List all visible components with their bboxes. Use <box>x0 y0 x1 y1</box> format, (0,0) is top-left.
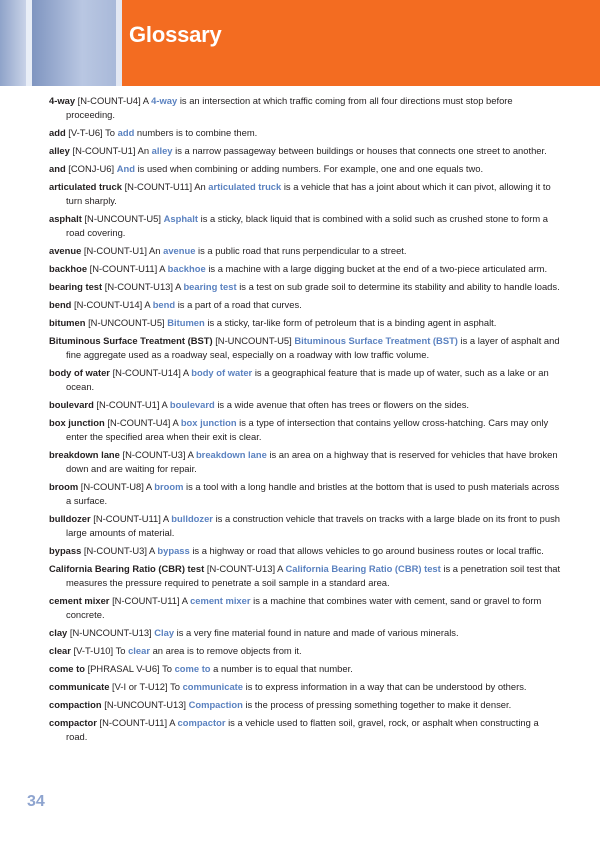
highlighted-term: breakdown lane <box>195 449 267 460</box>
part-of-speech: [N-COUNT-U14] <box>74 299 143 310</box>
glossary-entry <box>49 698 561 712</box>
definition-text: is a tool with a long handle and bristles at the bottom that is used to push materials across a surface. <box>66 481 560 506</box>
glossary-term: bitumen <box>49 317 86 328</box>
definition-text: is a public road that runs perpendicular to a street. <box>198 245 407 256</box>
glossary-entry <box>49 662 561 676</box>
glossary-term: compactor <box>49 717 97 728</box>
glossary-term: bend <box>49 299 72 310</box>
highlighted-term: avenue <box>163 245 196 256</box>
definition-text: is a wide avenue that often has trees or flowers on the sides. <box>217 399 470 410</box>
definition-lead: A <box>161 399 168 410</box>
glossary-entry <box>49 680 561 694</box>
highlighted-term: bend <box>152 299 176 310</box>
header-decoration-panel <box>32 0 116 86</box>
highlighted-term: Clay <box>154 627 175 638</box>
part-of-speech: [N-UNCOUNT-U13] <box>69 627 152 638</box>
part-of-speech: [N-COUNT-U1] <box>96 399 160 410</box>
glossary-term: broom <box>49 481 79 492</box>
highlighted-term: Compaction <box>188 699 243 710</box>
glossary-term: 4-way <box>49 95 76 106</box>
definition-lead: A <box>182 367 189 378</box>
definition-lead: An <box>137 145 150 156</box>
glossary-entry <box>49 244 561 258</box>
highlighted-term: body of water <box>191 367 253 378</box>
highlighted-term: Asphalt <box>163 213 198 224</box>
glossary-entry <box>49 416 561 444</box>
highlighted-term: 4-way <box>151 95 178 106</box>
glossary-entry <box>49 512 561 540</box>
glossary-term: bearing test <box>49 281 103 292</box>
definition-text: is a vehicle that has a joint about which it can pivot, allowing it to turn sharply. <box>66 181 551 206</box>
definition-text: is the process of pressing something together to make it denser. <box>245 699 512 710</box>
glossary-term: clay <box>49 627 68 638</box>
definition-lead: A <box>181 595 188 606</box>
part-of-speech: [CONJ-U6] <box>68 163 115 174</box>
glossary-entry <box>49 544 561 558</box>
glossary-term: clear <box>49 645 71 656</box>
definition-text: is a penetration soil test that measures the pressure required to penetrate a soil sample in a standard area. <box>66 563 561 588</box>
part-of-speech: [N-COUNT-U14] <box>112 367 181 378</box>
definition-text: is an intersection at which traffic coming from all four directions must stop before proceeding. <box>66 95 513 120</box>
highlighted-term: bearing test <box>183 281 237 292</box>
glossary-term: Bituminous Surface Treatment (BST) <box>49 335 213 346</box>
part-of-speech: [V-T-U10] <box>73 645 114 656</box>
part-of-speech: [N-UNCOUNT-U13] <box>104 699 187 710</box>
highlighted-term: Bitumen <box>167 317 205 328</box>
glossary-term: body of water <box>49 367 110 378</box>
part-of-speech: [N-COUNT-U1] <box>72 145 136 156</box>
glossary-entry <box>49 480 561 508</box>
part-of-speech: [N-COUNT-U4] <box>107 417 171 428</box>
glossary-entry <box>49 126 561 140</box>
page-number: 34 <box>27 793 45 810</box>
glossary-entry <box>49 398 561 412</box>
definition-lead: A <box>159 263 166 274</box>
definition-text: is used when combining or adding numbers. For example, one and one equals two. <box>137 163 484 174</box>
glossary-term: come to <box>49 663 85 674</box>
glossary-entry <box>49 334 561 362</box>
highlighted-term: boulevard <box>169 399 215 410</box>
highlighted-term: communicate <box>182 681 244 692</box>
definition-lead: A <box>169 717 175 728</box>
definition-text: is to express information in a way that can be understood by others. <box>245 681 527 692</box>
definition-text: is a machine that combines water with cement, sand or gravel to form concrete. <box>66 595 542 620</box>
glossary-entry <box>49 448 561 476</box>
definition-text: is a vehicle used to flatten soil, gravel, rock, or asphalt when constructing a road. <box>66 717 539 742</box>
definition-text: is a highway or road that allows vehicles to go around business routes or local traffic. <box>192 545 544 556</box>
highlighted-term: articulated truck <box>208 181 282 192</box>
definition-lead: A <box>187 449 194 460</box>
glossary-entry <box>49 262 561 276</box>
definition-lead: A <box>162 513 169 524</box>
highlighted-term: California Bearing Ratio (CBR) test <box>285 563 441 574</box>
definition-text: is a very fine material found in nature and made of various minerals. <box>176 627 459 638</box>
glossary-entry <box>49 716 561 744</box>
glossary-term: California Bearing Ratio (CBR) test <box>49 563 205 574</box>
glossary-list <box>49 94 561 748</box>
definition-text: an area is to remove objects from it. <box>152 645 302 656</box>
part-of-speech: [N-UNCOUNT-U5] <box>215 335 292 346</box>
definition-lead: A <box>175 281 181 292</box>
definition-lead: A <box>277 563 283 574</box>
definition-text: is an area on a highway that is reserved for vehicles that have broken down and are waiting for repair. <box>66 449 558 474</box>
highlighted-term: cement mixer <box>190 595 251 606</box>
part-of-speech: [N-COUNT-U13] <box>104 281 173 292</box>
highlighted-term: add <box>117 127 135 138</box>
glossary-entry <box>49 366 561 394</box>
glossary-term: bulldozer <box>49 513 91 524</box>
highlighted-term: backhoe <box>167 263 206 274</box>
definition-text: is a part of a road that curves. <box>177 299 302 310</box>
highlighted-term: And <box>116 163 135 174</box>
part-of-speech: [N-UNCOUNT-U5] <box>84 213 161 224</box>
highlighted-term: come to <box>174 663 211 674</box>
part-of-speech: [V-T-U6] <box>68 127 103 138</box>
highlighted-term: box junction <box>180 417 237 428</box>
part-of-speech: [N-COUNT-U11] <box>99 717 168 728</box>
definition-lead: A <box>145 481 152 492</box>
part-of-speech: [N-COUNT-U11] <box>89 263 158 274</box>
definition-text: is a layer of asphalt and fine aggregate used as a roadway seal, especially on a roadway with low traffic volume. <box>66 335 560 360</box>
glossary-term: boulevard <box>49 399 94 410</box>
definition-lead: A <box>142 95 149 106</box>
definition-text: numbers is to combine them. <box>136 127 258 138</box>
definition-text: is a machine with a large digging bucket at the end of a two-piece articulated arm. <box>208 263 548 274</box>
glossary-entry <box>49 626 561 640</box>
header-decoration-stripe <box>0 0 26 86</box>
definition-lead: To <box>105 127 116 138</box>
glossary-term: cement mixer <box>49 595 110 606</box>
page-title: Glossary <box>129 22 222 47</box>
glossary-entry <box>49 280 561 294</box>
page-header <box>0 0 600 86</box>
glossary-term: asphalt <box>49 213 82 224</box>
highlighted-term: broom <box>154 481 184 492</box>
definition-text: a number is to equal that number. <box>213 663 353 674</box>
highlighted-term: Bituminous Surface Treatment (BST) <box>294 335 458 346</box>
definition-text: is a sticky, tar-like form of petroleum that is a binding agent in asphalt. <box>207 317 497 328</box>
definition-lead: A <box>172 417 179 428</box>
highlighted-term: compactor <box>177 717 226 728</box>
glossary-term: backhoe <box>49 263 88 274</box>
part-of-speech: [N-COUNT-U11] <box>124 181 193 192</box>
part-of-speech: [N-COUNT-U4] <box>77 95 141 106</box>
glossary-entry <box>49 594 561 622</box>
definition-lead: To <box>115 645 126 656</box>
glossary-term: articulated truck <box>49 181 122 192</box>
glossary-entry <box>49 180 561 208</box>
definition-text: is a narrow passageway between buildings or houses that connects one street to another. <box>175 145 547 156</box>
glossary-entry <box>49 94 561 122</box>
definition-lead: A <box>149 545 155 556</box>
part-of-speech: [N-COUNT-U3] <box>122 449 186 460</box>
part-of-speech: [N-COUNT-U11] <box>93 513 161 524</box>
definition-text: is a test on sub grade soil to determine its stability and ability to handle loads. <box>239 281 560 292</box>
glossary-term: and <box>49 163 66 174</box>
definition-text: is a sticky, black liquid that is combined with a solid such as crushed stone to form a road covering. <box>66 213 548 238</box>
part-of-speech: [N-UNCOUNT-U5] <box>88 317 165 328</box>
definition-lead: An <box>149 245 161 256</box>
definition-text: is a type of intersection that contains yellow cross-hatching. Cars may only enter the specified area when their exit is clear. <box>66 417 549 442</box>
part-of-speech: [N-COUNT-U3] <box>83 545 147 556</box>
glossary-entry <box>49 562 561 590</box>
definition-text: is a construction vehicle that travels on tracks with a large blade on its front to push large amounts of material. <box>66 513 561 538</box>
definition-lead: A <box>144 299 151 310</box>
glossary-entry <box>49 316 561 330</box>
glossary-term: compaction <box>49 699 102 710</box>
definition-lead: To <box>170 681 180 692</box>
glossary-entry <box>49 162 561 176</box>
glossary-entry <box>49 644 561 658</box>
glossary-term: alley <box>49 145 70 156</box>
glossary-term: box junction <box>49 417 105 428</box>
part-of-speech: [N-COUNT-U11] <box>112 595 180 606</box>
highlighted-term: clear <box>128 645 150 656</box>
definition-text: is a geographical feature that is made up of water, such as a lake or an ocean. <box>66 367 549 392</box>
part-of-speech: [N-COUNT-U13] <box>206 563 276 574</box>
glossary-entry <box>49 298 561 312</box>
glossary-term: communicate <box>49 681 110 692</box>
glossary-term: avenue <box>49 245 82 256</box>
glossary-term: breakdown lane <box>49 449 120 460</box>
highlighted-term: alley <box>151 145 173 156</box>
highlighted-term: bulldozer <box>171 513 213 524</box>
glossary-term: add <box>49 127 66 138</box>
part-of-speech: [PHRASAL V-U6] <box>87 663 160 674</box>
glossary-entry <box>49 212 561 240</box>
part-of-speech: [N-COUNT-U8] <box>80 481 144 492</box>
glossary-entry <box>49 144 561 158</box>
definition-lead: To <box>162 663 172 674</box>
glossary-term: bypass <box>49 545 82 556</box>
part-of-speech: [V-I or T-U12] <box>112 681 168 692</box>
definition-lead: An <box>194 181 206 192</box>
highlighted-term: bypass <box>157 545 190 556</box>
part-of-speech: [N-COUNT-U1] <box>83 245 147 256</box>
